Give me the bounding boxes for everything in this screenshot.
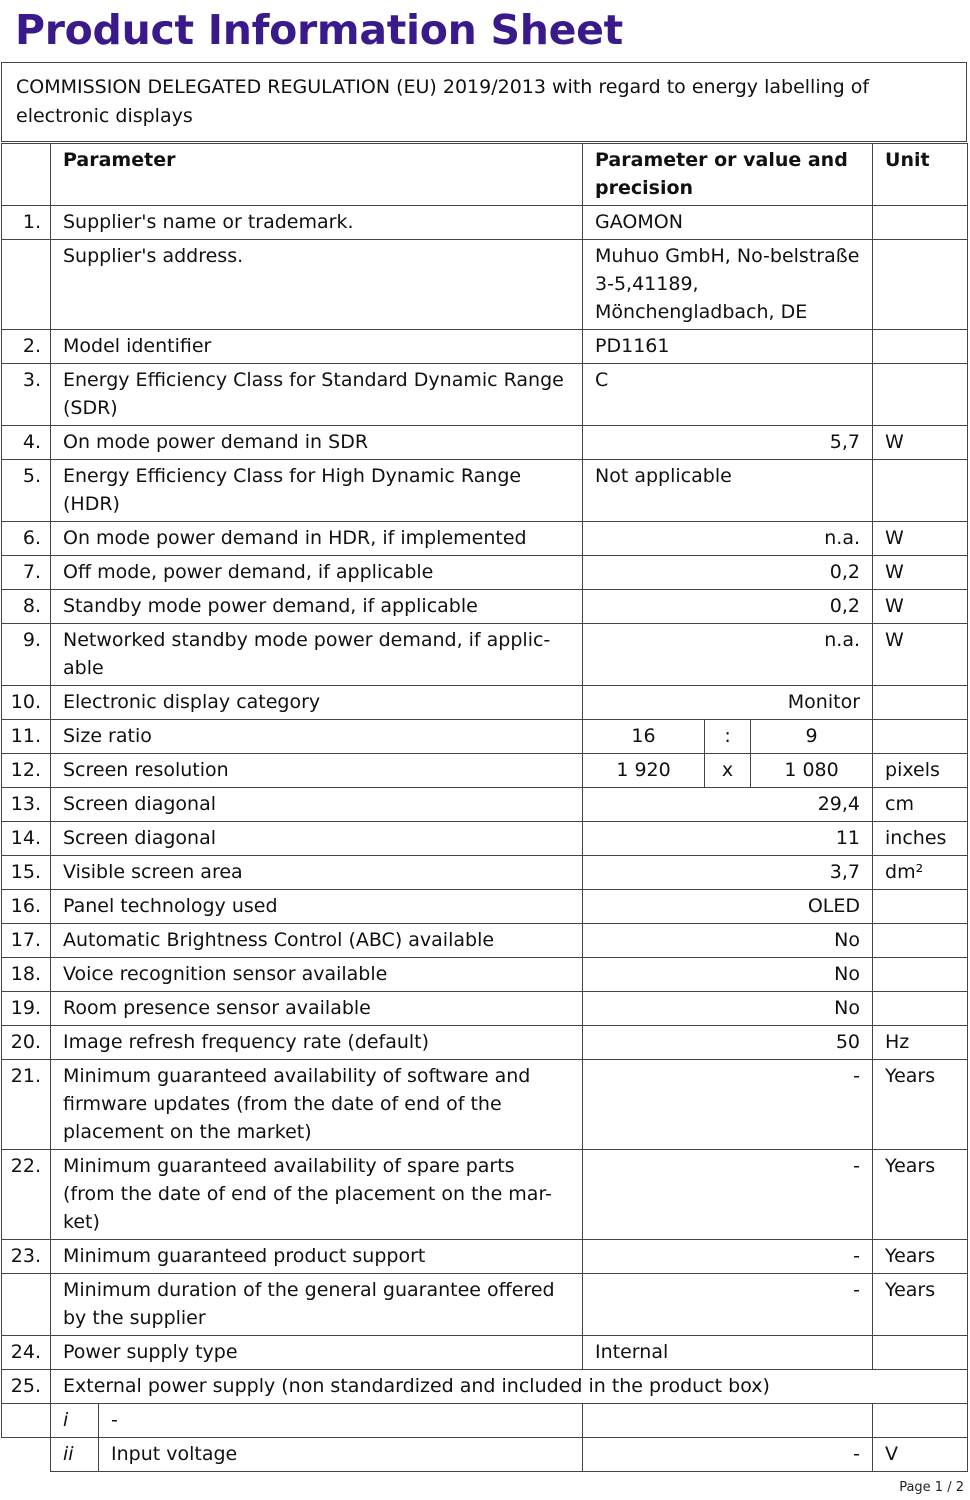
row-value: - [583,1150,873,1240]
table-row [2,556,968,590]
row-parameter: Voice recognition sensor available [51,958,583,992]
row-number: 9. [2,624,51,686]
regulation-box [1,62,967,142]
row-value: 3,7 [583,856,873,890]
row-unit [873,240,968,330]
row-parameter: Panel technology used [51,890,583,924]
row-parameter: Minimum guaranteed product support [51,1240,583,1274]
row-value: 11 [583,822,873,856]
row-number: 19. [2,992,51,1026]
table-row [2,1274,968,1336]
header-parameter: Parameter [51,144,583,206]
table-row [2,1438,968,1472]
table-row [2,1404,968,1438]
page-title: Product Information Sheet [15,6,623,54]
row-unit [873,924,968,958]
row-number: 13. [2,788,51,822]
row-parameter: On mode power demand in HDR, if implemented [51,522,583,556]
row-parameter: Supplier's name or trademark. [51,206,583,240]
table-row [2,1336,968,1370]
row-value: n.a. [583,624,873,686]
table-row [2,240,968,330]
table-header-row [2,144,968,206]
regulation-text: COMMISSION DELEGATED REGULATION (EU) 2019/2013 with regard to energy labelling of electronic displays [16,76,870,127]
row-number: 16. [2,890,51,924]
row-parameter: Automatic Brightness Control (ABC) available [51,924,583,958]
row-value: - [583,1274,873,1336]
row-number [2,1404,51,1438]
row-unit: dm² [873,856,968,890]
row-unit [873,1336,968,1370]
row-value [583,1404,873,1438]
row-unit: Hz [873,1026,968,1060]
row-unit: cm [873,788,968,822]
row-number: 11. [2,720,51,754]
row-parameter: Power supply type [51,1336,583,1370]
row-value: C [583,364,873,426]
table-row [2,590,968,624]
row-value: 29,4 [583,788,873,822]
table-row [2,1060,968,1150]
resolution-separator: x [705,754,751,788]
row-unit: W [873,556,968,590]
row-value: 5,7 [583,426,873,460]
table-row [2,426,968,460]
row-number: 12. [2,754,51,788]
row-unit [873,460,968,522]
row-parameter: Minimum duration of the general guarantee offered by the supplier [51,1274,583,1336]
table-row [2,206,968,240]
row-value: GAOMON [583,206,873,240]
row-number: 15. [2,856,51,890]
row-parameter: Off mode, power demand, if applicable [51,556,583,590]
row-unit [873,364,968,426]
row-parameter: - [99,1404,583,1438]
row-parameter: Image refresh frequency rate (default) [51,1026,583,1060]
row-parameter: On mode power demand in SDR [51,426,583,460]
table-row [2,686,968,720]
row-value: No [583,958,873,992]
row-number [2,1274,51,1336]
row-parameter: Electronic display category [51,686,583,720]
row-number: 23. [2,1240,51,1274]
row-number: 14. [2,822,51,856]
ratio-width: 16 [583,720,705,754]
row-value: Not applicable [583,460,873,522]
row-unit [873,1404,968,1438]
row-number: 5. [2,460,51,522]
table-row [2,624,968,686]
row-unit: W [873,522,968,556]
resolution-width: 1 920 [583,754,705,788]
row-parameter: Model identifier [51,330,583,364]
row-parameter: Size ratio [51,720,583,754]
row-parameter: Energy Efficiency Class for High Dynamic Range (HDR) [51,460,583,522]
row-unit: Years [873,1150,968,1240]
table-row [2,924,968,958]
row-value: - [583,1060,873,1150]
row-number [2,1438,51,1472]
row-value: Internal [583,1336,873,1370]
ratio-height: 9 [751,720,873,754]
row-parameter: External power supply (non standardized and included in the product box) [51,1370,968,1404]
row-value: 0,2 [583,556,873,590]
row-parameter: Supplier's address. [51,240,583,330]
row-number [2,240,51,330]
row-parameter: Minimum guaranteed availability of spare parts (from the date of end of the placement on the mar-ket) [51,1150,583,1240]
row-value: 0,2 [583,590,873,624]
row-unit [873,330,968,364]
product-info-table [1,143,968,1472]
ratio-separator: : [705,720,751,754]
row-number: 21. [2,1060,51,1150]
row-number: 6. [2,522,51,556]
row-number: 25. [2,1370,51,1404]
row-parameter: Input voltage [99,1438,583,1472]
table-row [2,330,968,364]
row-unit: W [873,426,968,460]
header-value: Parameter or value and precision [583,144,873,206]
table-row [2,364,968,426]
row-unit [873,720,968,754]
row-unit [873,992,968,1026]
row-number: 17. [2,924,51,958]
row-number: 24. [2,1336,51,1370]
table-row [2,992,968,1026]
row-value: - [583,1438,873,1472]
table-row [2,788,968,822]
row-unit: V [873,1438,968,1472]
row-number: 1. [2,206,51,240]
row-unit: pixels [873,754,968,788]
sub-label: ii [51,1438,99,1472]
row-number: 20. [2,1026,51,1060]
row-value: - [583,1240,873,1274]
sub-label: i [51,1404,99,1438]
row-number: 18. [2,958,51,992]
row-unit: Years [873,1274,968,1336]
table-row [2,1150,968,1240]
header-num-cell [2,144,51,206]
row-parameter: Screen diagonal [51,788,583,822]
header-unit: Unit [873,144,968,206]
table-row [2,1240,968,1274]
row-unit: inches [873,822,968,856]
row-number: 2. [2,330,51,364]
table-row [2,1026,968,1060]
row-unit [873,206,968,240]
row-parameter: Screen resolution [51,754,583,788]
table-row [2,1370,968,1404]
row-parameter: Room presence sensor available [51,992,583,1026]
row-unit [873,686,968,720]
table-row [2,754,968,788]
row-value: n.a. [583,522,873,556]
row-number: 8. [2,590,51,624]
table-row [2,958,968,992]
row-unit: Years [873,1240,968,1274]
row-value: Monitor [583,686,873,720]
row-value: No [583,992,873,1026]
row-value: No [583,924,873,958]
row-parameter: Standby mode power demand, if applicable [51,590,583,624]
row-number: 22. [2,1150,51,1240]
row-unit: Years [873,1060,968,1150]
table-row [2,460,968,522]
resolution-height: 1 080 [751,754,873,788]
table-row [2,822,968,856]
row-parameter: Energy Efficiency Class for Standard Dynamic Range (SDR) [51,364,583,426]
row-number: 4. [2,426,51,460]
row-unit: W [873,590,968,624]
row-number: 10. [2,686,51,720]
row-parameter: Minimum guaranteed availability of software and firmware updates (from the date of end of the placement on the market) [51,1060,583,1150]
row-value: Muhuo GmbH, No-belstraße 3-5,41189, Mönchengladbach, DE [583,240,873,330]
row-number: 7. [2,556,51,590]
table-row [2,720,968,754]
row-value: 50 [583,1026,873,1060]
row-unit: W [873,624,968,686]
row-unit [873,958,968,992]
table-row [2,890,968,924]
table-row [2,856,968,890]
row-number: 3. [2,364,51,426]
page-number: Page 1 / 2 [899,1480,964,1495]
row-parameter: Networked standby mode power demand, if applic-able [51,624,583,686]
row-parameter: Screen diagonal [51,822,583,856]
row-unit [873,890,968,924]
row-parameter: Visible screen area [51,856,583,890]
row-value: OLED [583,890,873,924]
table-row [2,522,968,556]
row-value: PD1161 [583,330,873,364]
